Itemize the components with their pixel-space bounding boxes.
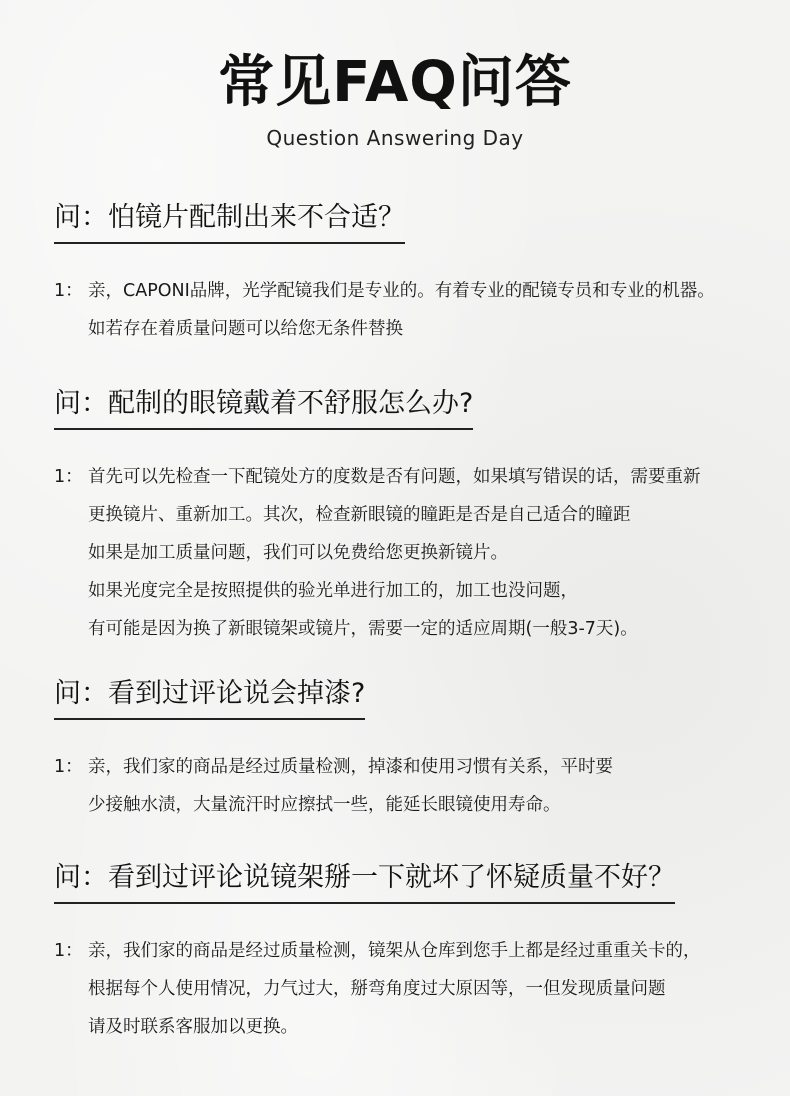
answer-line: 请及时联系客服加以更换。 bbox=[88, 1017, 298, 1037]
answer-line: 如果是加工质量问题，我们可以免费给您更换新镜片。 bbox=[88, 543, 508, 563]
answer-line bbox=[54, 748, 790, 786]
answer-number: 1： bbox=[54, 941, 83, 961]
faq-item-4 bbox=[54, 858, 790, 1046]
faq-item-3 bbox=[54, 674, 790, 824]
faq-answer bbox=[54, 748, 790, 824]
answer-line bbox=[54, 458, 790, 496]
answer-number: 1： bbox=[54, 757, 83, 777]
answer-text: 首先可以先检查一下配镜处方的度数是否有问题，如果填写错误的话，需要重新 bbox=[88, 467, 701, 487]
faq-question: 问：看到过评论说镜架掰一下就坏了怀疑质量不好？ bbox=[54, 858, 675, 904]
answer-text: 亲，我们家的商品是经过质量检测，镜架从仓库到您手上都是经过重重关卡的， bbox=[88, 941, 701, 961]
answer-line: 有可能是因为换了新眼镜架或镜片，需要一定的适应周期(一般3-7天)。 bbox=[88, 619, 638, 639]
page-subtitle: Question Answering Day bbox=[266, 126, 524, 150]
faq-answer bbox=[54, 272, 790, 348]
faq-answer bbox=[54, 932, 790, 1046]
answer-line: 更换镜片、重新加工。其次，检查新眼镜的瞳距是否是自己适合的瞳距 bbox=[88, 505, 631, 525]
answer-line bbox=[54, 272, 790, 310]
answer-line bbox=[54, 932, 790, 970]
page-title: 常见FAQ问答 bbox=[218, 50, 572, 115]
answer-text: 亲，CAPONI品牌，光学配镜我们是专业的。有着专业的配镜专员和专业的机器。 bbox=[88, 281, 715, 301]
answer-line: 根据每个人使用情况，力气过大，掰弯角度过大原因等，一但发现质量问题 bbox=[88, 979, 666, 999]
answer-line: 如若存在着质量问题可以给您无条件替换 bbox=[88, 319, 403, 339]
faq-answer bbox=[54, 458, 790, 648]
faq-question: 问：怕镜片配制出来不合适？ bbox=[54, 198, 405, 244]
faq-question: 问：配制的眼镜戴着不舒服怎么办? bbox=[54, 384, 473, 430]
answer-text: 亲，我们家的商品是经过质量检测，掉漆和使用习惯有关系，平时要 bbox=[88, 757, 613, 777]
faq-question: 问：看到过评论说会掉漆? bbox=[54, 674, 365, 720]
answer-number: 1： bbox=[54, 467, 83, 487]
answer-line: 如果光度完全是按照提供的验光单进行加工的，加工也没问题， bbox=[88, 581, 578, 601]
answer-number: 1： bbox=[54, 281, 83, 301]
faq-item-2 bbox=[54, 384, 790, 648]
answer-line: 少接触水渍，大量流汗时应擦拭一些，能延长眼镜使用寿命。 bbox=[88, 795, 561, 815]
faq-item-1 bbox=[54, 198, 790, 348]
